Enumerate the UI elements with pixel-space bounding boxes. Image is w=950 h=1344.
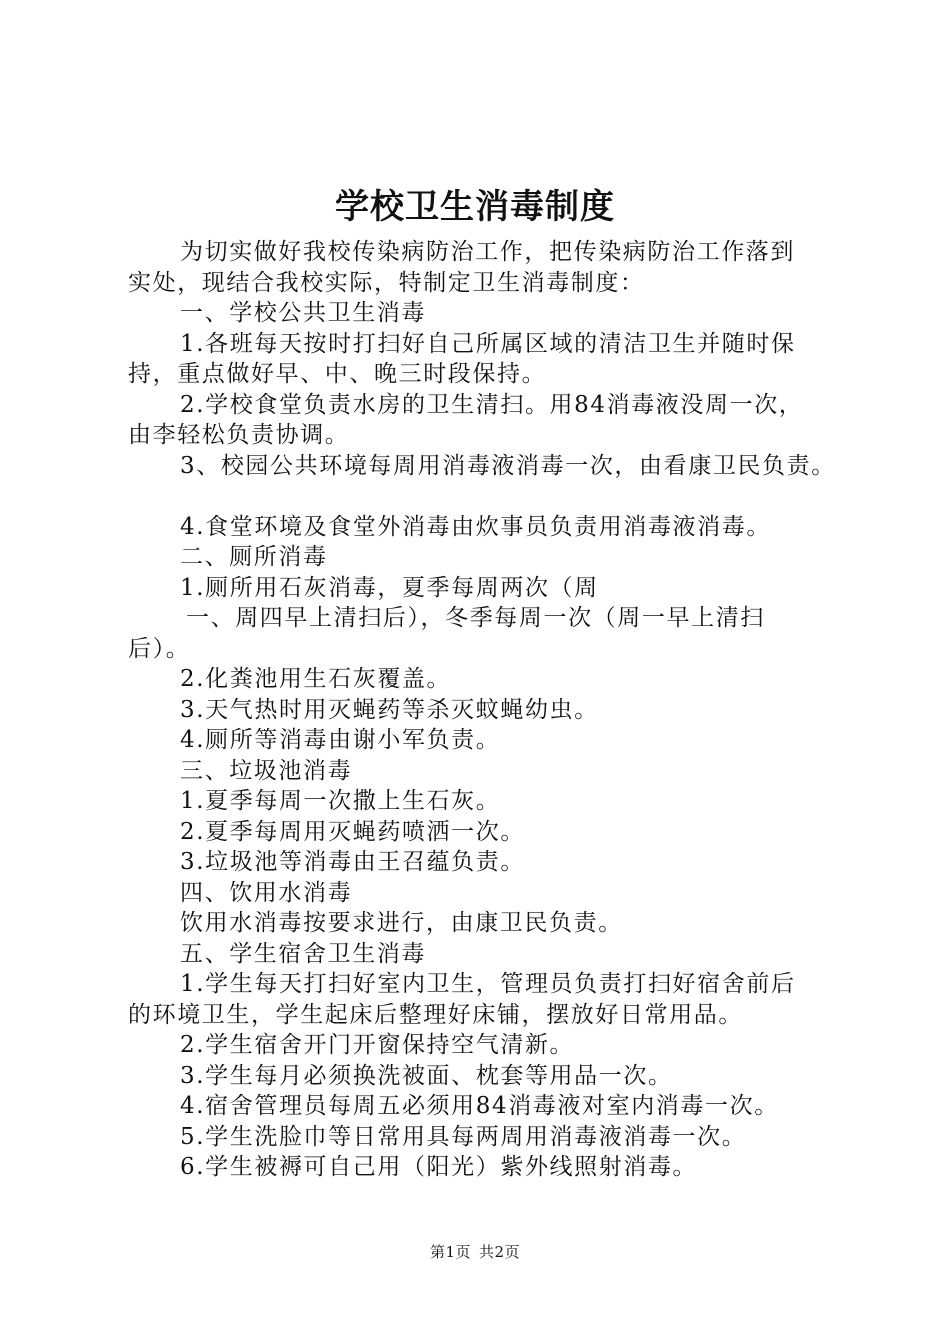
- section-heading: 五、学生宿舍卫生消毒: [180, 940, 426, 967]
- list-item-continuation: 持，重点做好早、中、晚三时段保持。: [128, 361, 547, 387]
- list-item: 3.垃圾池等消毒由王召蕴负责。: [180, 849, 525, 875]
- list-item: 1.学生每天打扫好室内卫生，管理员负责打扫好宿舍前后: [180, 971, 796, 997]
- list-item: 2.学校食堂负责水房的卫生清扫。用84消毒液没周一次，: [180, 391, 804, 418]
- section-heading: 二、厕所消毒: [180, 544, 328, 570]
- list-item: 1.厕所用石灰消毒，夏季每周两次（周: [180, 574, 599, 601]
- list-item: 1.各班每天按时打扫好自己所属区域的清洁卫生并随时保: [180, 330, 796, 357]
- list-item: 2.学生宿舍开门开窗保持空气清新。: [180, 1032, 575, 1058]
- list-item: 5.学生洗脸巾等日常用具每两周用消毒液消毒一次。: [180, 1123, 747, 1150]
- list-item-continuation: 后）。: [128, 635, 191, 662]
- list-item-continuation: 的环境卫生，学生起床后整理好床铺，摆放好日常用品。: [128, 1001, 743, 1028]
- list-item: 6.学生被褥可自己用（阳光）紫外线照射消毒。: [180, 1154, 698, 1180]
- paragraph-line: 饮用水消毒按要求进行，由康卫民负责。: [180, 910, 623, 936]
- section-heading: 一、学校公共卫生消毒: [180, 300, 426, 326]
- list-item-continuation: 一、周四早上清扫后），冬季每周一次（周一早上清扫: [186, 605, 765, 631]
- list-item: 1.夏季每周一次撒上生石灰。: [180, 788, 501, 814]
- blank-line: [128, 481, 848, 512]
- list-item: 3.学生每月必须换洗被面、枕套等用品一次。: [180, 1062, 673, 1089]
- list-item: 2.化粪池用生石灰覆盖。: [180, 666, 452, 692]
- page-number: 第1页: [429, 1243, 471, 1261]
- section-heading: 三、垃圾池消毒: [180, 757, 353, 784]
- section-heading: 四、饮用水消毒: [180, 879, 353, 906]
- list-item: 4.厕所等消毒由谢小军负责。: [180, 727, 501, 753]
- list-item: 3、校园公共环境每周用消毒液消毒一次，由看康卫民负责。: [180, 452, 836, 479]
- document-body: [128, 237, 848, 1183]
- paragraph-line: 为切实做好我校传染病防治工作，把传染病防治工作落到: [180, 239, 795, 265]
- document-title: 学校卫生消毒制度: [335, 187, 615, 227]
- page-footer: [0, 1241, 950, 1262]
- list-item-continuation: 由李轻松负责协调。: [128, 422, 350, 448]
- list-item: 4.食堂环境及食堂外消毒由炊事员负责用消毒液消毒。: [180, 513, 771, 540]
- paragraph-line: 实处，现结合我校实际，特制定卫生消毒制度：: [128, 269, 645, 296]
- list-item: 4.宿舍管理员每周五必须用84消毒液对室内消毒一次。: [180, 1093, 779, 1119]
- list-item: 3.天气热时用灭蝇药等杀灭蚊蝇幼虫。: [180, 696, 599, 723]
- list-item: 2.夏季每周用灭蝇药喷洒一次。: [180, 818, 525, 845]
- page-total: 共2页: [479, 1243, 521, 1261]
